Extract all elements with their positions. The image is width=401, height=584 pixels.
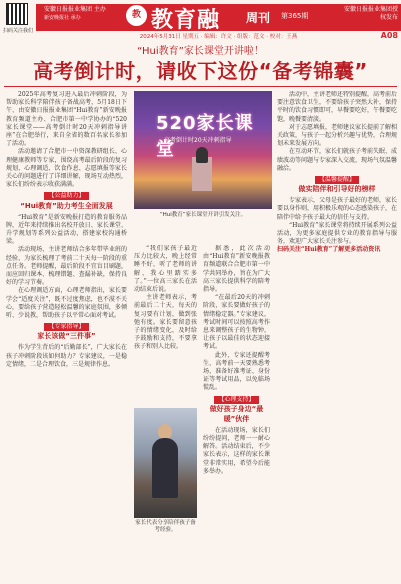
- publisher-line: 新安晚报社 承办: [44, 15, 81, 21]
- bottom-note: 扫码关注“Hui教育”了解更多活动资讯: [277, 246, 381, 254]
- paragraph: “在最后20天的冲刺阶段，家长要做好孩子的情绪稳定器。”专家建议，考试时间可以按照高考作息来调整孩子的生物钟，让孩子以最佳的状态迎接考试。: [203, 294, 270, 351]
- paragraph: 对于志愿填报，老师建议家长提前了解相关政策，与孩子一起分析兴趣与优势，合理规划未来发展方向。: [277, 123, 397, 148]
- dateline: 2024年5月31日 星期五 · 编辑：许文 · 组版：范文 · 校对：王燕: [139, 34, 298, 40]
- section-title: “Hui教育”助力考生全面发展: [20, 201, 113, 210]
- brand-logo-icon: 教: [126, 5, 147, 26]
- edition-line: 安徽日报报业集团授: [343, 6, 398, 13]
- masthead: [0, 0, 401, 40]
- publisher-info: [44, 6, 106, 22]
- article-column-middle: [134, 245, 197, 405]
- section-header: [203, 396, 270, 424]
- photo-caption: 家长代表分享陪伴孩子备考经验。: [135, 520, 196, 533]
- edition-line: 权发布: [379, 14, 398, 21]
- section-title: 家长该做“三件事”: [37, 332, 96, 341]
- section-header: [6, 323, 127, 341]
- paragraph: “我们家孩子最近压力比较大，晚上经常睡不好，听了老师的讲解，我心里踏实多了。”一位高三家长在活动结束后说。: [134, 245, 197, 294]
- section-header: [6, 192, 127, 210]
- paragraph: 专家表示，父母是孩子最好的老师，家长要以身作则，用积极乐观的心态感染孩子，在陪伴中给予孩子最大的信任与支持。: [277, 197, 397, 221]
- article-headline: 高考倒计时，请收下这份“备考锦囊”: [33, 59, 368, 83]
- article-subhead: “Hui教育”家长课堂开讲啦！: [137, 46, 264, 57]
- paragraph: 2025年高考复习进入最后冲刺阶段，为帮助家长科学陪伴孩子备战高考，5月18日下午，由安徽日报报业集团“Hui教育”新安晚报教育频道主办、合肥市第一中学协办的“520家长课堂——高考倒计时20天冲刺指导讲座”在合肥举行，来自全省的数百名家长参加了活动。: [6, 91, 127, 148]
- qr-code-icon: [6, 3, 28, 25]
- paragraph: “Hui教育”家长课堂将持续开展系列公益活动，为更多家庭提供专业的教育指导与服务，欢迎广大家长关注参与。: [277, 221, 397, 246]
- qr-label: 扫码关注我们: [3, 28, 34, 34]
- section-tag: 【心理支持】: [214, 396, 258, 404]
- article-column-middle-2: [203, 245, 270, 575]
- section-tag: 【公益助力】: [44, 192, 88, 200]
- paragraph: 此外，专家还提醒考生，高考前一天要熟悉考场，准备好准考证、身份证等考试用品，以免临场慌乱。: [203, 351, 270, 392]
- publisher-line: 安徽日报报业集团 主办: [44, 6, 106, 13]
- paragraph: 活动中，主讲老师还特别提醒，高考前后要注意饮食卫生，不要给孩子突然大补，保持平时的饮食习惯即可，早餐要吃好，午餐要吃饱，晚餐要清淡。: [277, 91, 397, 123]
- divider: [4, 86, 397, 87]
- paragraph: 据悉，此次活动由“Hui教育”新安晚报教育频道联合合肥市第一中学共同举办，旨在为广大高三家长提供科学的陪考指导。: [203, 245, 270, 294]
- edition-info: [318, 6, 398, 22]
- stage-screen-subtitle: 高考倒计时20天冲刺指导: [164, 137, 232, 144]
- section-title: 做实陪伴和引导好的榜样: [298, 185, 376, 194]
- section-header: [277, 176, 397, 194]
- event-photo: [134, 91, 272, 209]
- section-title: 做好孩子身边“最暖”伙伴: [209, 404, 264, 423]
- paragraph: 在互动环节，家长们就孩子考前失眠、成绩波动等问题与专家深入交流，现场气氛温馨融洽。: [277, 148, 397, 172]
- paragraph: 在心理调适方面，心理老师指出，家长要学会“适度关注”，既不过度焦虑，也不漠不关心，要给孩子营造轻松温馨的家庭氛围，多倾听、少说教，帮助孩子以平常心面对考试。: [6, 287, 127, 320]
- page-number: A08: [380, 31, 398, 40]
- person-body: [152, 438, 178, 498]
- paragraph: 活动邀请了合肥市一中资深教研组长、心理健康教师等专家，围绕高考最后阶段的复习规划、心理调适、饮食作息、志愿填报等家长关心的问题进行了详细讲解，现场互动热烈，家长们纷纷表示收获满满。: [6, 148, 127, 189]
- section-tag: 【专家指导】: [44, 323, 88, 331]
- paragraph: 活动现场，主讲老师结合多年带毕业班的经验，为家长梳理了考前二十天每一阶段的重点任务。老师提醒，最后阶段不宜盲目刷题，而应回归课本、梳理错题、查漏补缺，保持良好的学习节奏。: [6, 246, 127, 287]
- paragraph: “Hui教育”是新安晚报打造的教育服务品牌，近年来持续推出名校开放日、家长课堂、升学规划等系列公益活动，搭建家校沟通桥梁。: [6, 213, 127, 246]
- paragraph: 作为学生背后的“后勤部长”，广大家长在孩子冲刺阶段该如何助力？专家建议，一是稳定情绪，二是合理饮食，三是规律作息。: [6, 344, 127, 368]
- article-column-left: [6, 91, 127, 581]
- issue-number: 第365期: [281, 12, 309, 20]
- section-tag: 【温馨提醒】: [315, 176, 359, 184]
- parent-photo: [134, 408, 197, 518]
- photo-caption: “Hui教育”家长课堂开讲引发关注。: [159, 212, 247, 218]
- article-column-right: [277, 91, 397, 581]
- stage-screen-title: 520家长课堂: [156, 113, 254, 160]
- speaker-figure: [196, 147, 208, 163]
- paragraph: 在活动现场，家长们纷纷提问，老师一一耐心解答。活动结束后，不少家长表示，这样的家长课堂非常实用，希望今后能多举办。: [203, 426, 270, 475]
- paragraph: 主讲老师表示，考前最后二十天，每天的复习要有计划，做到张弛有度。家长要留意孩子的情绪变化，及时给予鼓励和支持，不要拿孩子和别人比较。: [134, 294, 197, 351]
- brand-name: 教育融: [151, 8, 221, 33]
- brand-weekly: 周刊: [246, 11, 271, 25]
